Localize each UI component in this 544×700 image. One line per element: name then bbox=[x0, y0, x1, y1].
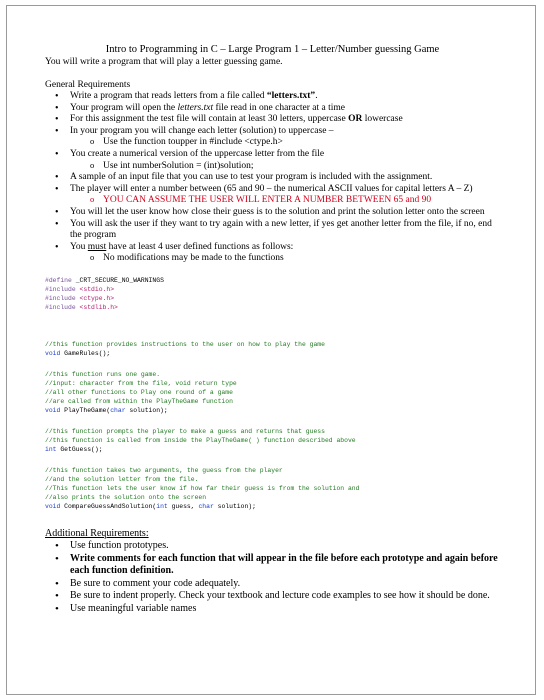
list-item: • A sample of an input file that you can use to test your program is included with the assignment. bbox=[45, 172, 500, 184]
code-comment: //input: character from the file, void return type bbox=[45, 379, 237, 387]
additional-requirements-heading: Additional Requirements: bbox=[45, 527, 149, 539]
list-item: • Be sure to comment your code adequately. bbox=[45, 578, 500, 591]
list-item: • You must have at least 4 user defined functions as follows: o No modifications may be made to the functions bbox=[45, 242, 500, 265]
list-item: • Your program will open the letters.txt file read in one character at a time bbox=[45, 103, 500, 115]
code-comment: //this function prompts the player to make a guess and returns that guess bbox=[45, 427, 325, 435]
code-line: #include <ctype.h> bbox=[45, 294, 115, 302]
code-block bbox=[45, 276, 500, 511]
code-line: void PlayTheGame(char solution); bbox=[45, 406, 168, 414]
list-item: • The player will enter a number between (65 and 90 – the numerical ASCII values for capital letters A – Z) o YOU CAN ASSUME THE USER WILL ENTER A NUMBER BETWEEN 65 and 90 bbox=[45, 184, 500, 207]
intro-text: You will write a program that will play a letter guessing game. bbox=[45, 57, 283, 67]
additional-requirements-list bbox=[45, 540, 500, 616]
general-requirements-list bbox=[45, 91, 500, 265]
sub-list bbox=[70, 253, 500, 265]
code-comment: //this function runs one game. bbox=[45, 370, 161, 378]
code-line: #define _CRT_SECURE_NO_WARNINGS bbox=[45, 276, 164, 284]
list-item: • Write a program that reads letters from a file called “letters.txt”. bbox=[45, 91, 500, 103]
document-title: Intro to Programming in C – Large Program 1 – Letter/Number guessing Game bbox=[105, 44, 440, 55]
sub-list bbox=[70, 161, 500, 173]
red-note: o YOU CAN ASSUME THE USER WILL ENTER A NUMBER BETWEEN 65 and 90 bbox=[70, 195, 500, 207]
document-page bbox=[6, 5, 536, 695]
code-line: int GetGuess(); bbox=[45, 445, 103, 453]
code-line: void CompareGuessAndSolution(int guess, char solution); bbox=[45, 502, 256, 510]
list-item: • You will let the user know how close their guess is to the solution and print the solution letter onto the screen bbox=[45, 207, 500, 219]
code-comment: //also prints the solution onto the screen bbox=[45, 493, 207, 501]
code-comment: //This function lets the user know if how far their guess is from the solution and bbox=[45, 484, 360, 492]
code-comment: //are called from within the PlayTheGame function bbox=[45, 397, 233, 405]
code-line: #include <stdio.h> bbox=[45, 285, 115, 293]
code-line: #include <stdlib.h> bbox=[45, 303, 118, 311]
list-item: • Use function prototypes. bbox=[45, 540, 500, 553]
document-content bbox=[45, 44, 500, 615]
general-requirements-heading: General Requirements bbox=[45, 80, 131, 90]
list-item: • Be sure to indent properly. Check your textbook and lecture code examples to see how it should be done. bbox=[45, 590, 500, 603]
sub-list bbox=[70, 195, 500, 207]
sub-list bbox=[70, 137, 500, 149]
list-item: • In your program you will change each letter (solution) to uppercase – o Use the function toupper in #include <ctype.h> bbox=[45, 126, 500, 149]
code-comment: //this function is called from inside the PlayTheGame( ) function described above bbox=[45, 436, 356, 444]
sub-list-item: o Use the function toupper in #include <ctype.h> bbox=[70, 137, 500, 149]
code-comment: //this function provides instructions to the user on how to play the game bbox=[45, 340, 325, 348]
code-comment: //all other functions to Play one round of a game bbox=[45, 388, 233, 396]
sub-list-item: o No modifications may be made to the functions bbox=[70, 253, 500, 265]
list-item: • You create a numerical version of the uppercase letter from the file o Use int numberSolution = (int)solution; bbox=[45, 149, 500, 172]
sub-list-item: o Use int numberSolution = (int)solution; bbox=[70, 161, 500, 173]
code-line: void GameRules(); bbox=[45, 349, 111, 357]
list-item: • You will ask the user if they want to try again with a new letter, if yes get another letter from the file, if no, end the program bbox=[45, 219, 500, 242]
code-comment: //and the solution letter from the file. bbox=[45, 475, 199, 483]
code-comment: //this function takes two arguments, the guess from the player bbox=[45, 466, 283, 474]
list-item: • Use meaningful variable names bbox=[45, 603, 500, 616]
list-item: • Write comments for each function that will appear in the file before each prototype and again before each function definition. bbox=[45, 553, 500, 578]
list-item: • For this assignment the test file will contain at least 30 letters, uppercase OR lowercase bbox=[45, 114, 500, 126]
